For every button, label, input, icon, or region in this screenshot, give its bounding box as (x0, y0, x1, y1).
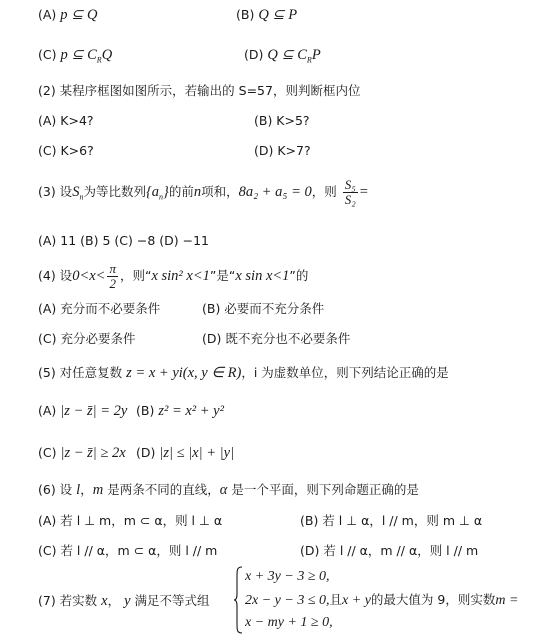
q1-option-d: (D) Q ⊆ $C_RP$ (244, 47, 321, 65)
q7-system-row-1: x + 3y − 3 ≥ 0, (245, 569, 330, 584)
q7-system-row-2: 2x − y − 3 ≤ 0,且x + y的最大值为 9，则实数m = (245, 592, 519, 608)
q6-option-c: (C) 若 l // α，m ⊂ α，则 l // m (38, 543, 218, 558)
q5-stem: (5) 对任意复数 z = x + yi(x, y ∈ R)，i 为虚数单位，则下列结论正确的是 (38, 365, 449, 381)
q3-answers: (A) 11 (B) 5 (C) −8 (D) −11 (38, 233, 209, 248)
q6-option-d: (D) 若 l // α，m // α，则 l // m (300, 543, 479, 558)
q4-option-b: (B) 必要而不充分条件 (202, 301, 325, 316)
left-brace-icon (233, 566, 243, 634)
q3-fraction: $\frac{\text{S₅}}{\text{S₂}}$ (344, 177, 356, 207)
q4-option-d: (D) 既不充分也不必要条件 (202, 331, 351, 346)
q6-option-b: (B) 若 l ⊥ α，l // m，则 m ⊥ α (300, 513, 483, 528)
q1-option-c: (C) p ⊆ $C_RQ$ (38, 47, 113, 65)
q6-option-a: (A) 若 l ⊥ m，m ⊂ α，则 l ⊥ α (38, 513, 223, 528)
q2-option-b: (B) K>5? (254, 113, 310, 128)
q4-stem: (4) 设0<x< $\frac{\pi}{2}$ ，则“x sin² x<1”是“x sin x<1”的 (38, 261, 309, 291)
q4-fraction: $\frac{\pi}{2}$ (109, 261, 116, 291)
q5-option-c: (C) |z − z̄| ≥ 2x (38, 445, 126, 461)
q2-option-c: (C) K>6? (38, 143, 94, 158)
q7-system-row-3: x − my + 1 ≥ 0, (245, 615, 333, 630)
q2-option-d: (D) K>7? (254, 143, 311, 158)
q3-stem: (3) 设$S_n$为等比数列$\{a_n\}$的前n项和，8a₂ + a₅ = 0，则 $\frac{\text{S₅}}{\text{S₂}}$ = (38, 177, 368, 207)
q1-option-b: (B) Q ⊆ P (236, 7, 298, 23)
q4-option-c: (C) 充分必要条件 (38, 331, 136, 346)
q7-stem: (7) 若实数 x， y 满足不等式组 (38, 593, 210, 609)
q5-option-a: (A) |z − z̄| = 2y (38, 403, 128, 419)
q5-option-d: (D) |z| ≤ |x| + |y| (136, 445, 235, 461)
q2-stem: (2) 某程序框图如图所示，若输出的 S=57，则判断框内位 (38, 83, 361, 98)
q1-option-a: (A) p ⊆ Q (38, 7, 98, 23)
q7-inequality-system (233, 566, 533, 634)
q2-option-a: (A) K>4? (38, 113, 94, 128)
q4-option-a: (A) 充分而不必要条件 (38, 301, 161, 316)
q5-option-b: (B) z² = x² + y² (136, 403, 224, 419)
q6-stem: (6) 设 l，m 是两条不同的直线，α 是一个平面，则下列命题正确的是 (38, 482, 419, 498)
